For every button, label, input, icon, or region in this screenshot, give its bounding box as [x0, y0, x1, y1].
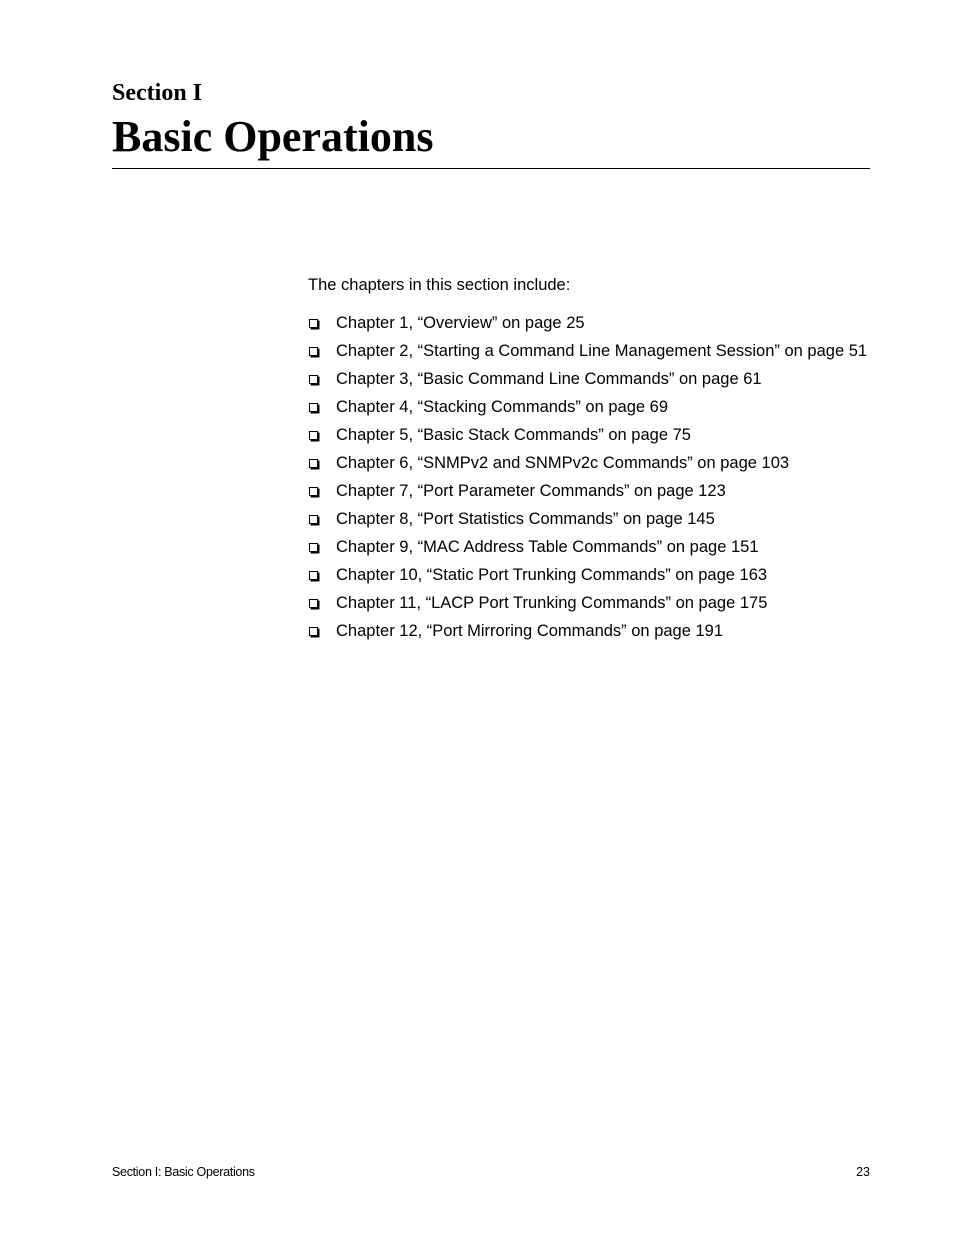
chapter-link[interactable]: Chapter 6, “SNMPv2 and SNMPv2c Commands” on page 103 — [336, 454, 790, 472]
chapter-item — [308, 313, 870, 333]
checkbox-bullet-icon — [309, 515, 318, 524]
checkbox-bullet-icon — [309, 571, 318, 580]
chapter-item — [308, 397, 870, 417]
page-title: Basic Operations — [112, 112, 434, 161]
chapter-item — [308, 369, 870, 389]
chapter-item — [308, 509, 870, 529]
checkbox-bullet-icon — [309, 543, 318, 552]
chapter-link[interactable]: Chapter 1, “Overview” on page 25 — [336, 314, 585, 332]
intro-text: The chapters in this section include: — [308, 276, 571, 294]
checkbox-bullet-icon — [309, 431, 318, 440]
checkbox-bullet-icon — [309, 403, 318, 412]
chapter-item — [308, 481, 870, 501]
chapter-link[interactable]: Chapter 4, “Stacking Commands” on page 69 — [336, 398, 669, 416]
page-header — [112, 78, 870, 162]
chapter-item — [308, 621, 870, 641]
chapter-link[interactable]: Chapter 12, “Port Mirroring Commands” on page 191 — [336, 622, 724, 640]
chapter-item — [308, 453, 870, 473]
page-number: 23 — [856, 1165, 870, 1179]
chapter-link[interactable]: Chapter 10, “Static Port Trunking Commands” on page 163 — [336, 566, 768, 584]
checkbox-bullet-icon — [309, 347, 318, 356]
chapter-item — [308, 341, 870, 361]
footer-section-title: Section I: Basic Operations — [112, 1165, 255, 1179]
chapter-link[interactable]: Chapter 11, “LACP Port Trunking Commands” on page 175 — [336, 594, 768, 612]
chapter-link[interactable]: Chapter 2, “Starting a Command Line Management Session” on page 51 — [336, 342, 868, 360]
chapter-item — [308, 565, 870, 585]
chapter-link[interactable]: Chapter 8, “Port Statistics Commands” on page 145 — [336, 510, 715, 528]
chapter-link[interactable]: Chapter 7, “Port Parameter Commands” on page 123 — [336, 482, 726, 500]
chapter-link[interactable]: Chapter 5, “Basic Stack Commands” on page 75 — [336, 426, 691, 444]
title-divider — [112, 168, 870, 169]
chapter-link[interactable]: Chapter 9, “MAC Address Table Commands” on page 151 — [336, 538, 759, 556]
section-label: Section I — [112, 80, 202, 106]
checkbox-bullet-icon — [309, 487, 318, 496]
checkbox-bullet-icon — [309, 627, 318, 636]
checkbox-bullet-icon — [309, 319, 318, 328]
main-content — [308, 275, 870, 649]
chapter-item — [308, 593, 870, 613]
checkbox-bullet-icon — [309, 375, 318, 384]
chapter-link[interactable]: Chapter 3, “Basic Command Line Commands” on page 61 — [336, 370, 762, 388]
checkbox-bullet-icon — [309, 459, 318, 468]
chapter-item — [308, 425, 870, 445]
chapter-item — [308, 537, 870, 557]
chapter-list — [308, 313, 870, 641]
checkbox-bullet-icon — [309, 599, 318, 608]
